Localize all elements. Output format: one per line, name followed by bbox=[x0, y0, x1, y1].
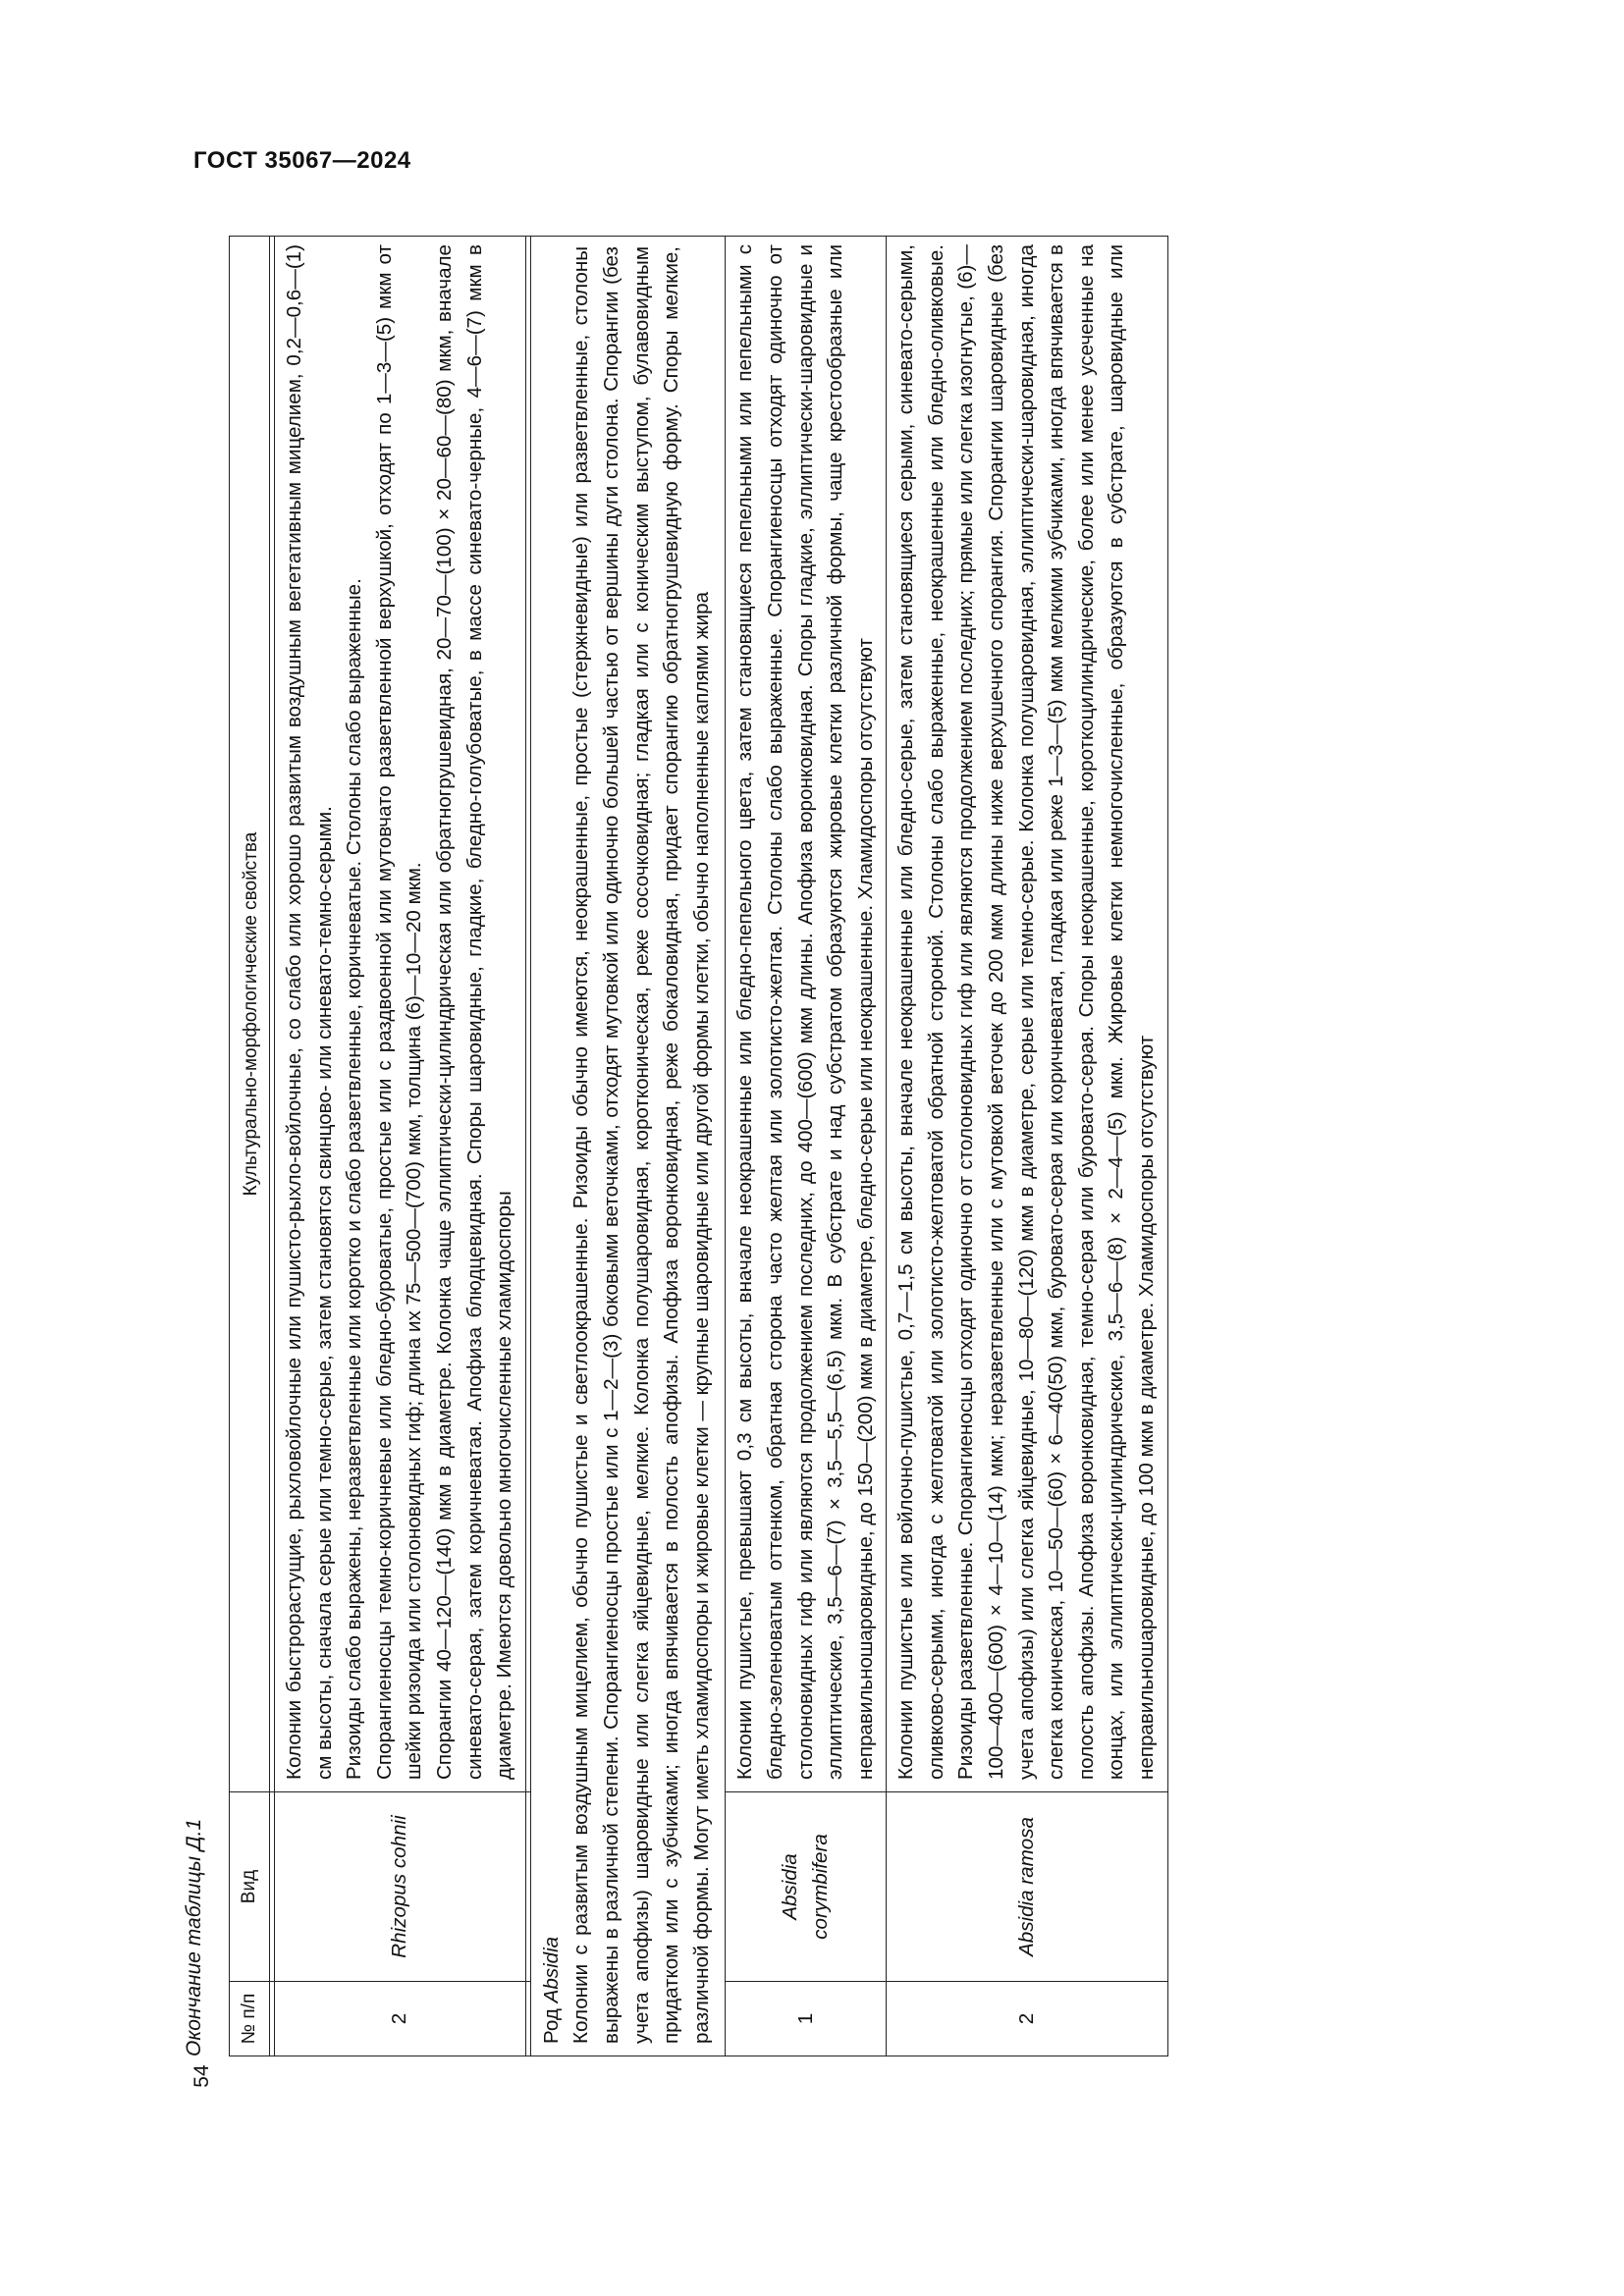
table-continuation-caption: Окончание таблицы Д.1 bbox=[183, 1818, 205, 2056]
species-properties: Колонии пушистые или войлочно-пушистые, 0,7—1,5 см высоты, вначале неокрашенные или бледно-серые, затем становящиеся серыми, синевато-серыми, оливково-серыми, иногда с желтоватой или золотисто-желтоватой обратной стороной. Столоны слабо выраженные, неокрашенные или бледно-оливковые. Ризоиды разветвленные. Спорангиеносцы отходят одиночно от столоновидных гиф или являются продолжением последних; прямые или слегка изогнутые, (6)—100—400—(600) × 4—10—(14) мкм; неразветвленные или с мутовкой веточек до 200 мкм длины ниже верхушечного спорангия. Спорангии шаровидные (без учета апофизы) или слегка яйцевидные, 10—80—(120) мкм в диаметре, серые или темно-серые. Колонка полушаровидная, эллиптически-шаровидная, иногда слегка коническая, 10—50—(60) × 6—40(50) мкм, буровато-серая или коричневатая, гладкая или реже 1—3—(5) мкм мелкими зубчиками, иногда впячивается в полость апофизы. Апофиза воронковидная, темно-серая или буровато-серая. Споры неокрашенные, короткоцилиндрические, более или менее усеченные на концах, или эллиптически-цилиндрические, 3,5—6—(8) × 2—4—(5) мкм. Жировые клетки немногочисленные, образуются в субстрате, шаровидные или неправильношаровидные, до 100 мкм в диаметре. Хламидоспоры отсутствуют bbox=[887, 237, 1167, 1792]
genus-description bbox=[530, 237, 726, 2056]
row-number: 2 bbox=[887, 1982, 1167, 2056]
species-name: Absidia ramosa bbox=[887, 1792, 1167, 1982]
table-row bbox=[887, 237, 1167, 2056]
properties-paragraph: Ризоиды слабо выражены, неразветвленные или коротко и слабо разветвленные, коричневатые. Столоны слабо выраженные. bbox=[343, 578, 366, 1780]
genus-title bbox=[537, 246, 568, 2044]
row-number: 2 bbox=[275, 1982, 526, 2056]
species-properties: Колонии пушистые, превышают 0,3 см высоты, вначале неокрашенные или бледно-пепельного цвета, затем становящиеся пепельными или пепельными с бледно-зеленоватым оттенком, обратная сторона часто желтая или золотисто-желтая. Столоны слабо выраженные. Спорангиеносцы отходят одиночно от столоновидных гиф или являются продолжением последних, до 400—(600) мкм длины. Апофиза воронковидная. Споры гладкие, эллиптически-шаровидные и эллиптические, 3,5—6—(7) × 3,5—5,5—(6,5) мкм. В субстрате и над субстратом образуются жировые клетки различной формы, чаще крестообразные или неправильношаровидные, до 150—(200) мкм в диаметре, бледно-серые или неокрашенные. Хламидоспоры отсутствуют bbox=[726, 237, 887, 1792]
genus-name: Absidia bbox=[539, 1936, 563, 2003]
column-header-number: № п/п bbox=[230, 1982, 270, 2056]
row-number: 1 bbox=[726, 1982, 887, 2056]
properties-paragraph: Спорангиеносцы темно-коричневые или бледно-буроватые, простые или с раздвоенной или мутовчато разветвленной верхушкой, отходят по 1—3—(5) мкм от шейки ризоида или столоновидных гиф; длина их 75—500—(700) мкм, толщина (6)—10—20 мкм. bbox=[372, 244, 426, 1780]
table-header-row bbox=[230, 237, 270, 2056]
properties-paragraph: Колонии быстрорастущие, рыхловойлочные или пушисто-рыхло-войлочные, со слабо или хорошо развитым воздушным вегетативным мицелием, 0,2—0,6—(1) см высоты, сначала серые или темно-серые, затем становятся свинцово- или синевато-темно-серыми. bbox=[283, 244, 336, 1780]
genus-label: Род bbox=[539, 2008, 563, 2044]
table-row bbox=[275, 237, 526, 2056]
genus-row bbox=[530, 237, 726, 2056]
column-header-species: Вид bbox=[230, 1792, 270, 1982]
species-properties bbox=[275, 237, 526, 1792]
rotated-page-content bbox=[155, 236, 1338, 2088]
table-row bbox=[726, 237, 887, 2056]
column-header-properties: Культурально-морфологические свойства bbox=[230, 237, 270, 1792]
species-name: Absidia corymbifera bbox=[726, 1792, 887, 1982]
document-code-header: ГОСТ 35067—2024 bbox=[193, 147, 411, 174]
page-number: 54 bbox=[190, 2064, 213, 2088]
genus-text: Колонии с развитым воздушным мицелием, обычно пушистые и светлоокрашенные. Ризоиды обычно имеются, неокрашенные, простые (стержневидные) или разветвленные, столоны выражены в различной степени. Спорангиеносцы простые или с 1—2—(3) боковыми веточками, отходят мутовкой или одиночно большей частью от вершины дуги столона. Спорангии (без учета апофизы) шаровидные или слегка яйцевидные, мелкие. Колонка полушаровидная, коротконическая, реже сосочковидная; гладкая или с коническим выступом, булавовидным придатком или с зубчиками; иногда впячивается в полость апофизы. Апофиза воронковидная, реже бокаловидная, придает спорангию обратногрушевидную форму. Споры мелкие, различной формы. Могут иметь хламидоспоры и жировые клетки — крупные шаровидные или другой формы клетки, обычно наполненные каплями жира bbox=[569, 246, 713, 2044]
species-properties-table bbox=[229, 236, 1168, 2056]
properties-paragraph: Спорангии 40—120—(140) мкм в диаметре. Колонка чаще эллиптически-цилиндрическая или обратногрушевидная, 20—70—(100) × 20—60—(80) мкм, вначале синевато-серая, затем коричневатая. Апофиза блюдцевидная. Споры шаровидные, гладкие, бледно-голубоватые, в массе синевато-черные, 4—6—(7) мкм в диаметре. Имеются довольно многочисленные хламидоспоры bbox=[432, 244, 516, 1780]
species-name: Rhizopus cohnii bbox=[275, 1792, 526, 1982]
